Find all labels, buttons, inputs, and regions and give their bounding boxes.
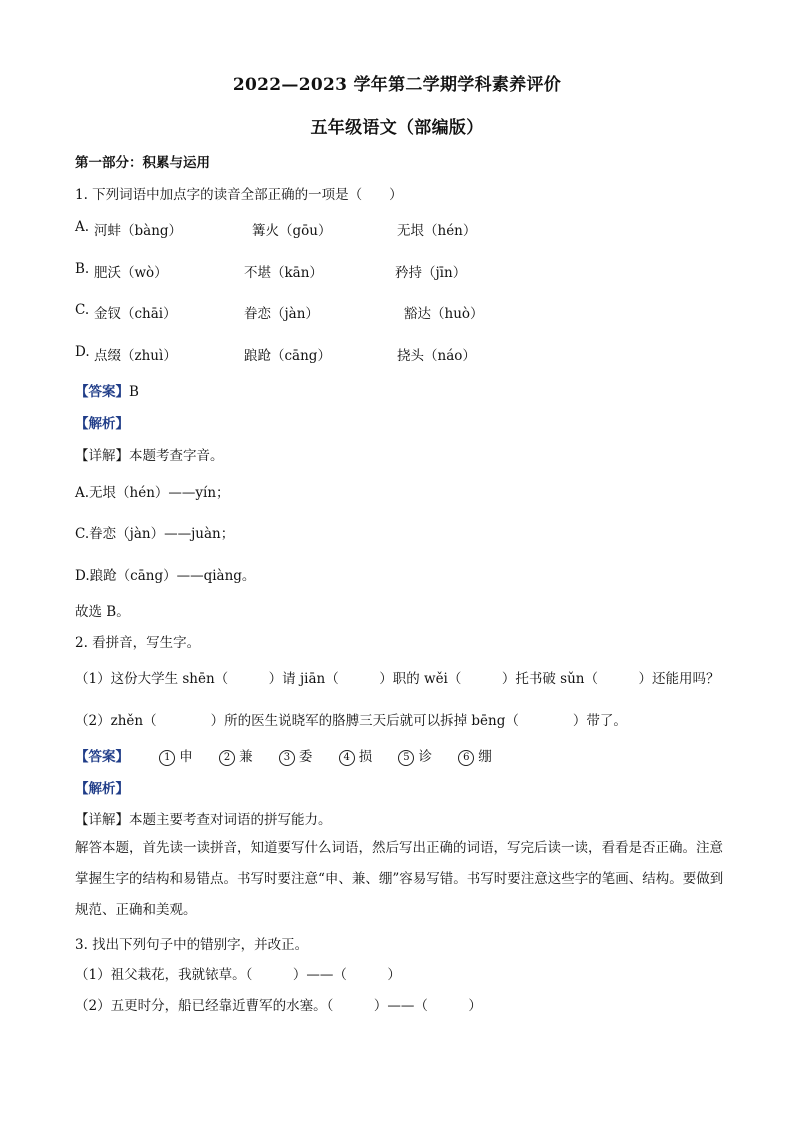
- answer-item: [458, 749, 492, 765]
- q1-option-c-word2: 眷恋（jàn）: [244, 306, 319, 322]
- page-title: 2022—2023 学年第二学期学科素养评价: [232, 75, 562, 95]
- part-heading: 第一部分：积累与运用: [75, 155, 210, 171]
- q3-stem: 3. 找出下列句子中的错别字，并改正。: [75, 937, 309, 953]
- q1-answer: [75, 380, 139, 400]
- q1-explain-line-a: A.无垠（hén）——yín；: [75, 485, 230, 501]
- answer-item: [279, 749, 313, 765]
- answer-item: [159, 749, 193, 765]
- q1-stem: 1. 下列词语中加点字的读音全部正确的一项是（ ）: [75, 187, 403, 203]
- q1-analysis-tag: 【解析】: [75, 416, 129, 432]
- answer-char: 绷: [478, 749, 492, 765]
- answer-char: 委: [298, 749, 313, 765]
- q1-option-a-label: A.: [75, 219, 90, 235]
- answer-item: [398, 749, 432, 765]
- q2-explanation-paragraph: 解答本题，首先读一读拼音，知道要写什么词语，然后写出正确的词语，写完后读一读，看看是否正确。注意掌握生字的结构和易错点。书写时要注意“申、兼、绷”容易写错。书写时要注意这些字的笔画、结构。要做到规范、正确和美观。: [75, 840, 724, 918]
- q1-conclusion: 故选 B。: [75, 604, 130, 620]
- circled-number: 1: [159, 750, 175, 766]
- q1-option-d-word2: 踉跄（cāng）: [244, 348, 331, 364]
- circled-number: 5: [398, 750, 414, 766]
- q1-option-d-word1: 点缀（zhuì）: [94, 348, 177, 364]
- circled-number: 6: [458, 750, 474, 766]
- q1-detail: [75, 444, 224, 464]
- answer-char: 损: [358, 749, 373, 765]
- detail-tag: 【详解】: [75, 812, 129, 828]
- answer-char: 诊: [418, 749, 432, 765]
- q1-option-a-word3: 无垠（hén）: [397, 223, 477, 239]
- page-subtitle: 五年级语文（部编版）: [310, 118, 484, 138]
- q2-answer: [75, 745, 514, 766]
- q2-detail: [75, 808, 332, 828]
- q1-option-b-word2: 不堪（kān）: [244, 265, 323, 281]
- circled-number: 3: [279, 750, 295, 766]
- answer-tag: 【答案】: [75, 749, 129, 765]
- detail-text: 本题考查字音。: [129, 448, 224, 464]
- detail-text: 本题主要考查对词语的拼写能力。: [129, 812, 332, 828]
- q1-option-c-word3: 豁达（huò）: [404, 306, 484, 322]
- circled-number: 4: [339, 750, 355, 766]
- q1-option-d-label: D.: [75, 344, 90, 360]
- detail-tag: 【详解】: [75, 448, 129, 464]
- q1-option-d-word3: 挠头（náo）: [397, 348, 476, 364]
- q1-explain-line-d: D.踉跄（cāng）——qiàng。: [75, 568, 256, 584]
- q1-option-b-label: B.: [75, 261, 90, 277]
- answer-char: 申: [179, 749, 193, 765]
- q2-analysis-tag: 【解析】: [75, 781, 129, 797]
- q2-line-2: （2）zhěn（ ）所的医生说晓军的胳膊三天后就可以拆掉 bēng（ ）带了。: [75, 713, 627, 729]
- circled-number: 2: [219, 750, 235, 766]
- answer-tag: 【答案】: [75, 384, 129, 400]
- q2-stem: 2. 看拼音，写生字。: [75, 635, 201, 651]
- answer-item: [339, 749, 373, 765]
- answer-value: B: [129, 384, 139, 400]
- answer-item: [219, 749, 253, 765]
- q2-line-1: （1）这份大学生 shēn（ ）请 jiān（ ）职的 wěi（ ）托书破 sǔn（ ）还能用吗？: [75, 671, 720, 687]
- q1-option-c-label: C.: [75, 302, 90, 318]
- q3-line-1: （1）祖父栽花，我就铱草。（ ）——（ ）: [75, 967, 401, 983]
- q1-option-b-word1: 肥沃（wò）: [94, 265, 168, 281]
- q1-option-a-word1: 河蚌（bàng）: [94, 223, 183, 239]
- q3-line-2: （2）五更时分，船已经靠近曹军的水塞。（ ）——（ ）: [75, 998, 482, 1014]
- answer-char: 兼: [239, 749, 253, 765]
- q1-option-c-word1: 金钗（chāi）: [94, 306, 177, 322]
- q1-option-b-word3: 矜持（jīn）: [395, 265, 467, 281]
- q1-explain-line-c: C.眷恋（jàn）——juàn；: [75, 526, 235, 542]
- q1-option-a-word2: 篝火（gōu）: [252, 223, 332, 239]
